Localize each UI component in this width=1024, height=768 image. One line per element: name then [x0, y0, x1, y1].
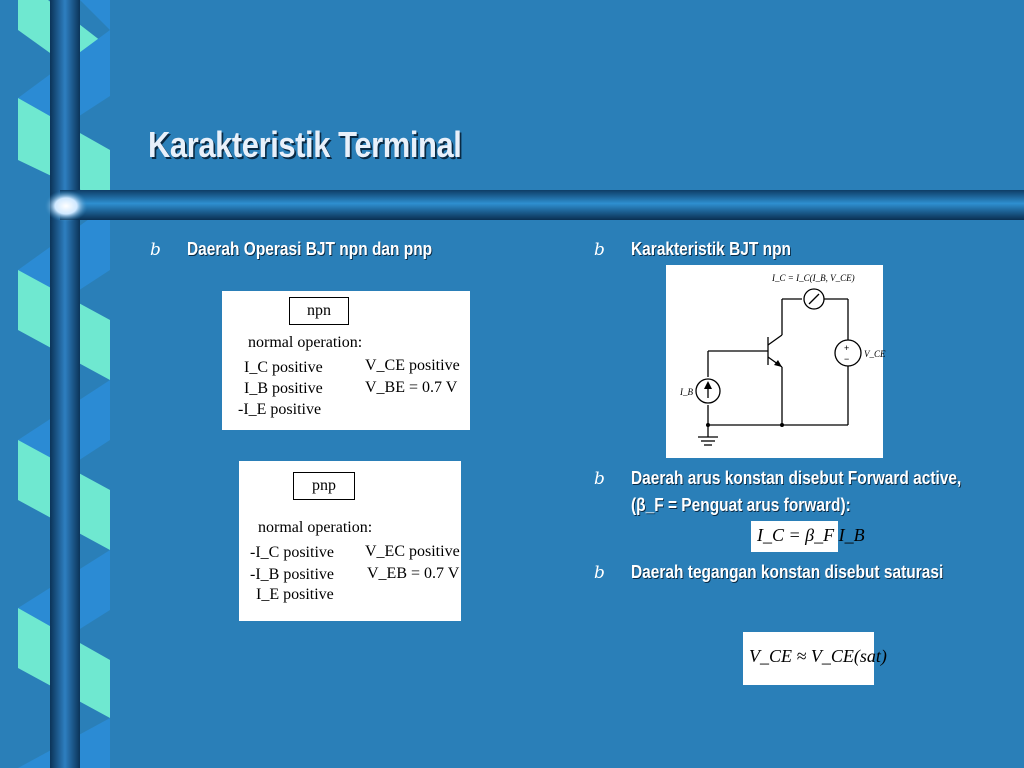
saturation-equation — [743, 632, 887, 685]
right-bullet-3-text: Daerah tegangan konstan disebut saturasi — [631, 562, 944, 582]
pnp-line-4: V_EC positive — [365, 543, 460, 560]
vce-label: V_CE — [864, 349, 886, 359]
bullet-marker: b — [594, 240, 605, 260]
npn-label: npn — [289, 297, 349, 325]
pnp-line-5: V_EB = 0.7 V — [367, 565, 460, 582]
slide-title: Karakteristik Terminal — [148, 124, 462, 165]
npn-line-2: I_B positive — [244, 380, 323, 397]
pnp-operation-box — [239, 461, 461, 621]
pnp-heading: normal operation: — [258, 519, 373, 536]
forward-active-equation-text: I_C = β_F I_B — [757, 525, 865, 545]
meter-label: I_C = I_C(I_B, V_CE) — [772, 273, 855, 283]
bullet-marker: b — [594, 563, 605, 583]
circuit-diagram — [666, 265, 886, 458]
pnp-line-3: I_E positive — [256, 586, 334, 603]
npn-line-4: V_CE positive — [365, 357, 460, 374]
minus-label: − — [844, 354, 850, 364]
plus-label: + — [844, 343, 850, 353]
bullet-marker: b — [150, 240, 161, 260]
right-bullet-2-text: Daerah arus konstan disebut Forward active, (β_F = Penguat arus forward): — [631, 468, 962, 515]
left-bullet-text: Daerah Operasi BJT npn dan pnp — [187, 239, 433, 259]
pnp-label: pnp — [293, 472, 355, 500]
saturation-equation-text: V_CE ≈ V_CE(sat) — [749, 646, 887, 666]
pnp-line-1: -I_C positive — [250, 544, 334, 561]
npn-line-3: -I_E positive — [238, 401, 322, 418]
forward-active-equation — [751, 521, 865, 552]
npn-line-1: I_C positive — [244, 359, 323, 376]
npn-line-5: V_BE = 0.7 V — [365, 379, 458, 396]
bullet-marker: b — [594, 469, 605, 489]
pnp-line-2: -I_B positive — [250, 566, 334, 583]
bjt-npn-circuit — [666, 265, 886, 458]
npn-heading: normal operation: — [248, 334, 363, 351]
npn-operation-box — [222, 291, 470, 430]
right-bullet-1-text: Karakteristik BJT npn — [631, 239, 792, 259]
ib-label: I_B — [680, 387, 693, 397]
